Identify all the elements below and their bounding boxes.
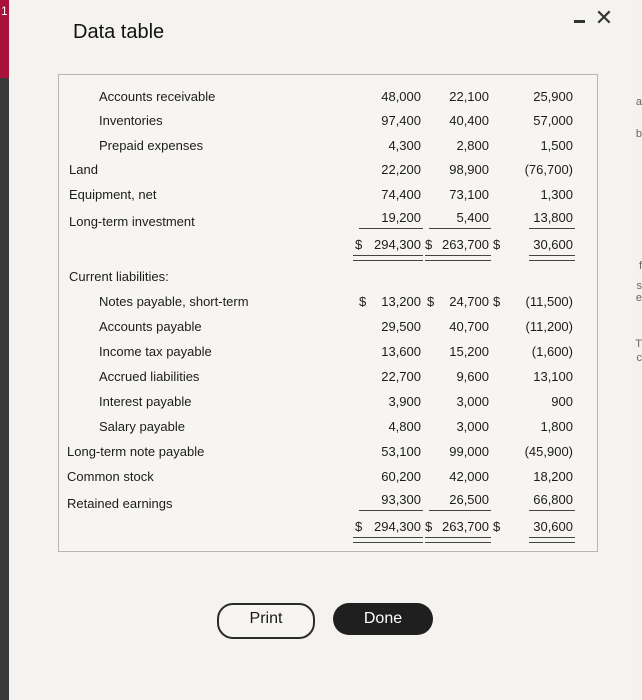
subtotal-rule bbox=[529, 510, 575, 511]
print-button[interactable]: Print bbox=[217, 603, 315, 639]
cell-value: 263,700 bbox=[442, 519, 489, 534]
cell-value: 19,200 bbox=[381, 210, 421, 225]
background-fragment-text: T bbox=[635, 338, 642, 350]
table-row bbox=[59, 392, 597, 412]
row-label: Prepaid expenses bbox=[99, 138, 204, 153]
currency-symbol: $ bbox=[493, 237, 501, 252]
table-row bbox=[59, 111, 597, 131]
table-row bbox=[59, 467, 597, 487]
subtotal-rule bbox=[529, 228, 575, 229]
table-row bbox=[59, 317, 597, 337]
total-row bbox=[59, 517, 597, 537]
cell-value: (76,700) bbox=[524, 162, 573, 177]
subtotal-rule bbox=[359, 510, 423, 511]
background-fragment-text: 1 bbox=[1, 4, 8, 18]
cell-value: (11,200) bbox=[525, 319, 573, 334]
background-fragment-text: b bbox=[635, 128, 642, 140]
cell-value: 22,200 bbox=[381, 162, 421, 177]
row-label: Long-term note payable bbox=[67, 444, 205, 459]
row-label: Retained earnings bbox=[67, 496, 173, 511]
subtotal-rule bbox=[429, 510, 491, 511]
data-table bbox=[58, 74, 598, 552]
row-label: Income tax payable bbox=[99, 344, 212, 359]
table-row bbox=[59, 87, 597, 107]
row-label: Land bbox=[69, 162, 98, 177]
table-row bbox=[59, 208, 597, 228]
modal-title: Data table bbox=[73, 21, 165, 43]
cell-value: 13,100 bbox=[533, 369, 573, 384]
cell-value: (11,500) bbox=[525, 294, 573, 309]
currency-symbol: $ bbox=[427, 294, 435, 309]
row-label: Accounts payable bbox=[99, 319, 202, 334]
cell-value: 900 bbox=[551, 394, 573, 409]
cell-value: 53,100 bbox=[381, 444, 421, 459]
cell-value: 294,300 bbox=[374, 519, 421, 534]
background-window-edge-left bbox=[0, 0, 9, 700]
row-label: Long-term investment bbox=[69, 214, 195, 229]
cell-value: 40,700 bbox=[449, 319, 489, 334]
cell-value: 40,400 bbox=[449, 113, 489, 128]
row-label: Common stock bbox=[67, 469, 154, 484]
currency-symbol: $ bbox=[355, 519, 363, 534]
cell-value: 99,000 bbox=[449, 444, 489, 459]
cell-value: 57,000 bbox=[533, 113, 573, 128]
table-row bbox=[59, 417, 597, 437]
cell-value: 9,600 bbox=[456, 369, 489, 384]
cell-value: 1,300 bbox=[540, 187, 573, 202]
cell-value: 60,200 bbox=[381, 469, 421, 484]
row-label: Equipment, net bbox=[69, 187, 157, 202]
cell-value: 13,600 bbox=[381, 344, 421, 359]
subtotal-rule bbox=[359, 228, 423, 229]
cell-value: 48,000 bbox=[381, 89, 421, 104]
table-row bbox=[59, 160, 597, 180]
cell-value: 1,500 bbox=[540, 138, 573, 153]
total-double-rule bbox=[529, 537, 575, 543]
cell-value: 30,600 bbox=[533, 519, 573, 534]
currency-symbol: $ bbox=[493, 294, 501, 309]
cell-value: 13,800 bbox=[533, 210, 573, 225]
row-label: Notes payable, short-term bbox=[99, 294, 249, 309]
row-label: Salary payable bbox=[99, 419, 185, 434]
data-table-modal bbox=[9, 0, 633, 700]
table-row bbox=[59, 490, 597, 510]
cell-value: 97,400 bbox=[381, 113, 421, 128]
cell-value: 93,300 bbox=[381, 492, 421, 507]
row-label: Inventories bbox=[99, 113, 163, 128]
total-double-rule bbox=[353, 255, 423, 261]
table-row bbox=[59, 292, 597, 312]
cell-value: 2,800 bbox=[456, 138, 489, 153]
cell-value: 3,900 bbox=[388, 394, 421, 409]
cell-value: 22,100 bbox=[449, 89, 489, 104]
table-row bbox=[59, 342, 597, 362]
subtotal-rule bbox=[429, 228, 491, 229]
row-label: Accrued liabilities bbox=[99, 369, 200, 384]
cell-value: 30,600 bbox=[533, 237, 573, 252]
table-row bbox=[59, 442, 597, 462]
done-button[interactable]: Done bbox=[333, 603, 433, 635]
currency-symbol: $ bbox=[425, 519, 433, 534]
cell-value: 29,500 bbox=[381, 319, 421, 334]
background-window-edge-right bbox=[633, 0, 642, 700]
table-row bbox=[59, 136, 597, 156]
table-row bbox=[59, 185, 597, 205]
cell-value: 18,200 bbox=[533, 469, 573, 484]
cell-value: 4,300 bbox=[388, 138, 421, 153]
cell-value: 4,800 bbox=[388, 419, 421, 434]
cell-value: 66,800 bbox=[533, 492, 573, 507]
section-header: Current liabilities: bbox=[69, 269, 169, 284]
cell-value: 3,000 bbox=[456, 419, 489, 434]
currency-symbol: $ bbox=[425, 237, 433, 252]
cell-value: 5,400 bbox=[456, 210, 489, 225]
row-label: Accounts receivable bbox=[99, 89, 216, 104]
total-double-rule bbox=[425, 255, 491, 261]
cell-value: 22,700 bbox=[381, 369, 421, 384]
total-double-rule bbox=[353, 537, 423, 543]
cell-value: (1,600) bbox=[531, 344, 573, 359]
close-icon[interactable]: ✕ bbox=[594, 5, 614, 30]
total-double-rule bbox=[425, 537, 491, 543]
cell-value: 3,000 bbox=[456, 394, 489, 409]
cell-value: 1,800 bbox=[540, 419, 573, 434]
cell-value: 42,000 bbox=[449, 469, 489, 484]
table-row bbox=[59, 367, 597, 387]
background-fragment-text: f bbox=[638, 260, 642, 272]
cell-value: 13,200 bbox=[381, 294, 421, 309]
cell-value: 98,900 bbox=[449, 162, 489, 177]
currency-symbol: $ bbox=[359, 294, 367, 309]
cell-value: 294,300 bbox=[374, 237, 421, 252]
cell-value: 263,700 bbox=[442, 237, 489, 252]
cell-value: 73,100 bbox=[449, 187, 489, 202]
cell-value: 25,900 bbox=[533, 89, 573, 104]
background-fragment-text: a bbox=[635, 96, 642, 108]
cell-value: 26,500 bbox=[449, 492, 489, 507]
total-row bbox=[59, 235, 597, 255]
section-header-row bbox=[59, 267, 597, 287]
total-double-rule bbox=[529, 255, 575, 261]
background-fragment-text: c bbox=[636, 352, 642, 364]
row-label: Interest payable bbox=[99, 394, 192, 409]
minimize-icon[interactable] bbox=[570, 10, 590, 30]
cell-value: 15,200 bbox=[449, 344, 489, 359]
background-fragment-text: e bbox=[635, 292, 642, 304]
currency-symbol: $ bbox=[493, 519, 501, 534]
cell-value: (45,900) bbox=[524, 444, 573, 459]
background-fragment-text: s bbox=[636, 280, 642, 292]
cell-value: 74,400 bbox=[381, 187, 421, 202]
cell-value: 24,700 bbox=[449, 294, 489, 309]
currency-symbol: $ bbox=[355, 237, 363, 252]
